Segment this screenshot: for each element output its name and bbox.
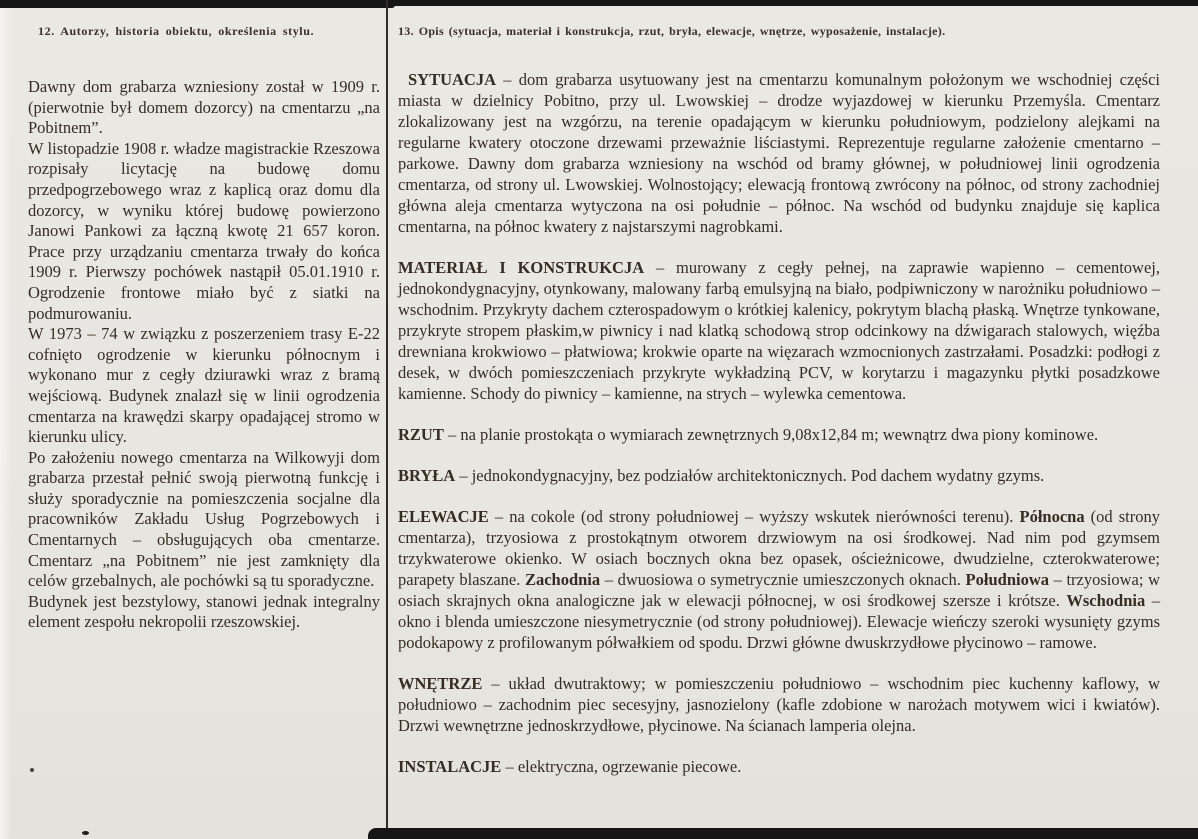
description-text — [398, 69, 1160, 777]
history-paragraph-5: Budynek jest bezstylowy, stanowi jednak integralny element zespołu nekropolii rzeszowskiej. — [28, 591, 380, 632]
section-instalacje: INSTALACJE – elektryczna, ogrzewanie piecowe. — [398, 757, 742, 776]
field-13-header: 13. Opis (sytuacja, materiał i konstrukcja, rzut, bryła, elewacje, wnętrze, wyposażenie, instalacje). — [398, 24, 946, 38]
section-bryla: BRYŁA – jednokondygnacyjny, bez podziałów architektonicznych. Pod dachem wydatny gzyms. — [398, 466, 1045, 485]
section-elewacje: ELEWACJE – na cokole (od strony południowej – wyższy wskutek nierówności terenu). Północna (od strony cmentarza), trzyosiowa z prostokątnym otworem drzwiowym na osi środkowej. Nad nim pod gzymsem trzykwaterowe okienko. W osiach bocznych okna bez opasek, ościeżnicowe, dwudzielne, czterokwaterowe; parapety blaszane. Zachodnia – dwuosiowa o symetrycznie umieszczonych oknach. Południowa – trzyosiowa; w osiach skrajnych okna analogiczne jak w elewacji północnej, w osi środkowej szersze i krótsze. Wschodnia – okno i blenda umieszczone niesymetrycznie (od strony południowej). Elewacje wieńczy szeroki wysunięty gzyms podokapowy z profilowanym półwałkiem od spodu. Drzwi główne dwuskrzydłowe płycinowo – ramowe. — [398, 507, 1160, 652]
scan-edge-top — [0, 0, 1198, 6]
history-paragraph-2: W listopadzie 1908 r. władze magistrackie Rzeszowa rozpisały licytację na budowę domu przedpogrzebowego wraz z kaplicą oraz domu dla dozorcy, w wyniku której budowę powierzono Janowi Pankowi za łączną kwotę 21 657 koron. Prace przy urządzaniu cmentarza trwały do końca 1909 r. Pierwszy pochówek nastąpił 05.01.1910 r. Ogrodzenie frontowe miało być z siatki na podmurowaniu. — [28, 138, 380, 323]
scan-edge-bottom — [368, 828, 1198, 839]
history-paragraph-1: Dawny dom grabarza wzniesiony został w 1909 r. (pierwotnie był domem dozorcy) na cmentarzu „na Pobitnem”. — [28, 77, 380, 138]
column-divider — [386, 0, 388, 839]
field-12-header: 12. Autorzy, historia obiektu, określenia stylu. — [38, 24, 315, 38]
history-paragraph-3: W 1973 – 74 w związku z poszerzeniem trasy E-22 cofnięto ogrodzenie w kierunku północnym i wykonano mur z cegły dziurawki wraz z bramą wejściową. Budynek znalazł się w linii ogrodzenia cmentarza na krawędzi skarpy opadającej stromo w kierunku ulicy. — [28, 324, 380, 447]
section-sytuacja: SYTUACJA – dom grabarza usytuowany jest na cmentarzu komunalnym położonym we wschodniej części miasta w dzielnicy Pobitno, przy ul. Lwowskiej – drodze wyjazdowej w kierunku Przemyśla. Cmentarz zlokalizowany jest na wzgórzu, na terenie opadającym w kierunku południowym, podzielony alejkami na regularne kwatery otoczone drzewami przeważnie liściastymi. Reprezentuje regularne założenie cmentarno – parkowe. Dawny dom grabarza wzniesiony na wschód od bramy głównej, w południowej linii ogrodzenia cmentarza, od strony ul. Lwowskiej. Wolnostojący; elewacją frontową zwrócony na północ, od strony zachodniej główna aleja cmentarza wytyczona na osi południe – północ. Na wschód od budynku znajduje się kaplica cmentarna, na północ kwatery z najstarszymi nagrobkami. — [398, 70, 1160, 236]
scan-edge-left — [0, 0, 12, 839]
section-material-i-konstrukcja: MATERIAŁ I KONSTRUKCJA – murowany z cegły pełnej, na zaprawie wapienno – cementowej, jednokondygnacyjny, otynkowany, malowany farbą emulsyjną na biało, podpiwniczony w narożniku południowo – wschodnim. Przykryty dachem czterospadowym o krótkiej kalenicy, pokrytym blachą płaską. Wnętrze tynkowane, przykryte stropem płaskim,w piwnicy i nad klatką schodową strop odcinkowy na dźwigarach stalowych, więźba drewniana krokwiowo – płatwiowa; krokwie oparte na więzarach wzmocnionych zastrzałami. Posadzki: podłogi z desek, w dwóch pomieszczeniach przykryte wykładziną PCV, w korytarzu i magazynku płytki posadzkowe kamienne. Schody do piwnicy – kamienne, na strych – wylewka cementowa. — [398, 258, 1161, 403]
section-rzut: RZUT – na planie prostokąta o wymiarach zewnętrznych 9,08x12,84 m; wewnątrz dwa piony kominowe. — [398, 425, 1099, 444]
scan-speck — [30, 768, 34, 772]
section-wnetrze: WNĘTRZE – układ dwutraktowy; w pomieszczeniu południowo – wschodnim piec kuchenny kaflowy, w południowo – zachodnim piec secesyjny, jasnozielony (kafle zdobione w narożach motywem wici i kwiatów). Drzwi wewnętrzne jednoskrzydłowe, płycinowe. Na ścianach lamperia olejna. — [398, 674, 1160, 735]
column-history — [28, 16, 380, 633]
scan-speck — [82, 831, 89, 835]
history-text — [28, 77, 380, 633]
column-description — [398, 16, 1160, 777]
history-paragraph-4: Po założeniu nowego cmentarza na Wilkowyji dom grabarza przestał pełnić swoją pierwotną funkcję i służy sporadycznie na pomieszczenia socjalne dla pracowników Zakładu Usług Pogrzebowych i Cmentarnych – obsługujących oba cmentarze. Cmentarz „na Pobitnem” nie jest zamknięty dla celów grzebalnych, ale pochówki są tu sporadyczne. — [28, 447, 380, 591]
